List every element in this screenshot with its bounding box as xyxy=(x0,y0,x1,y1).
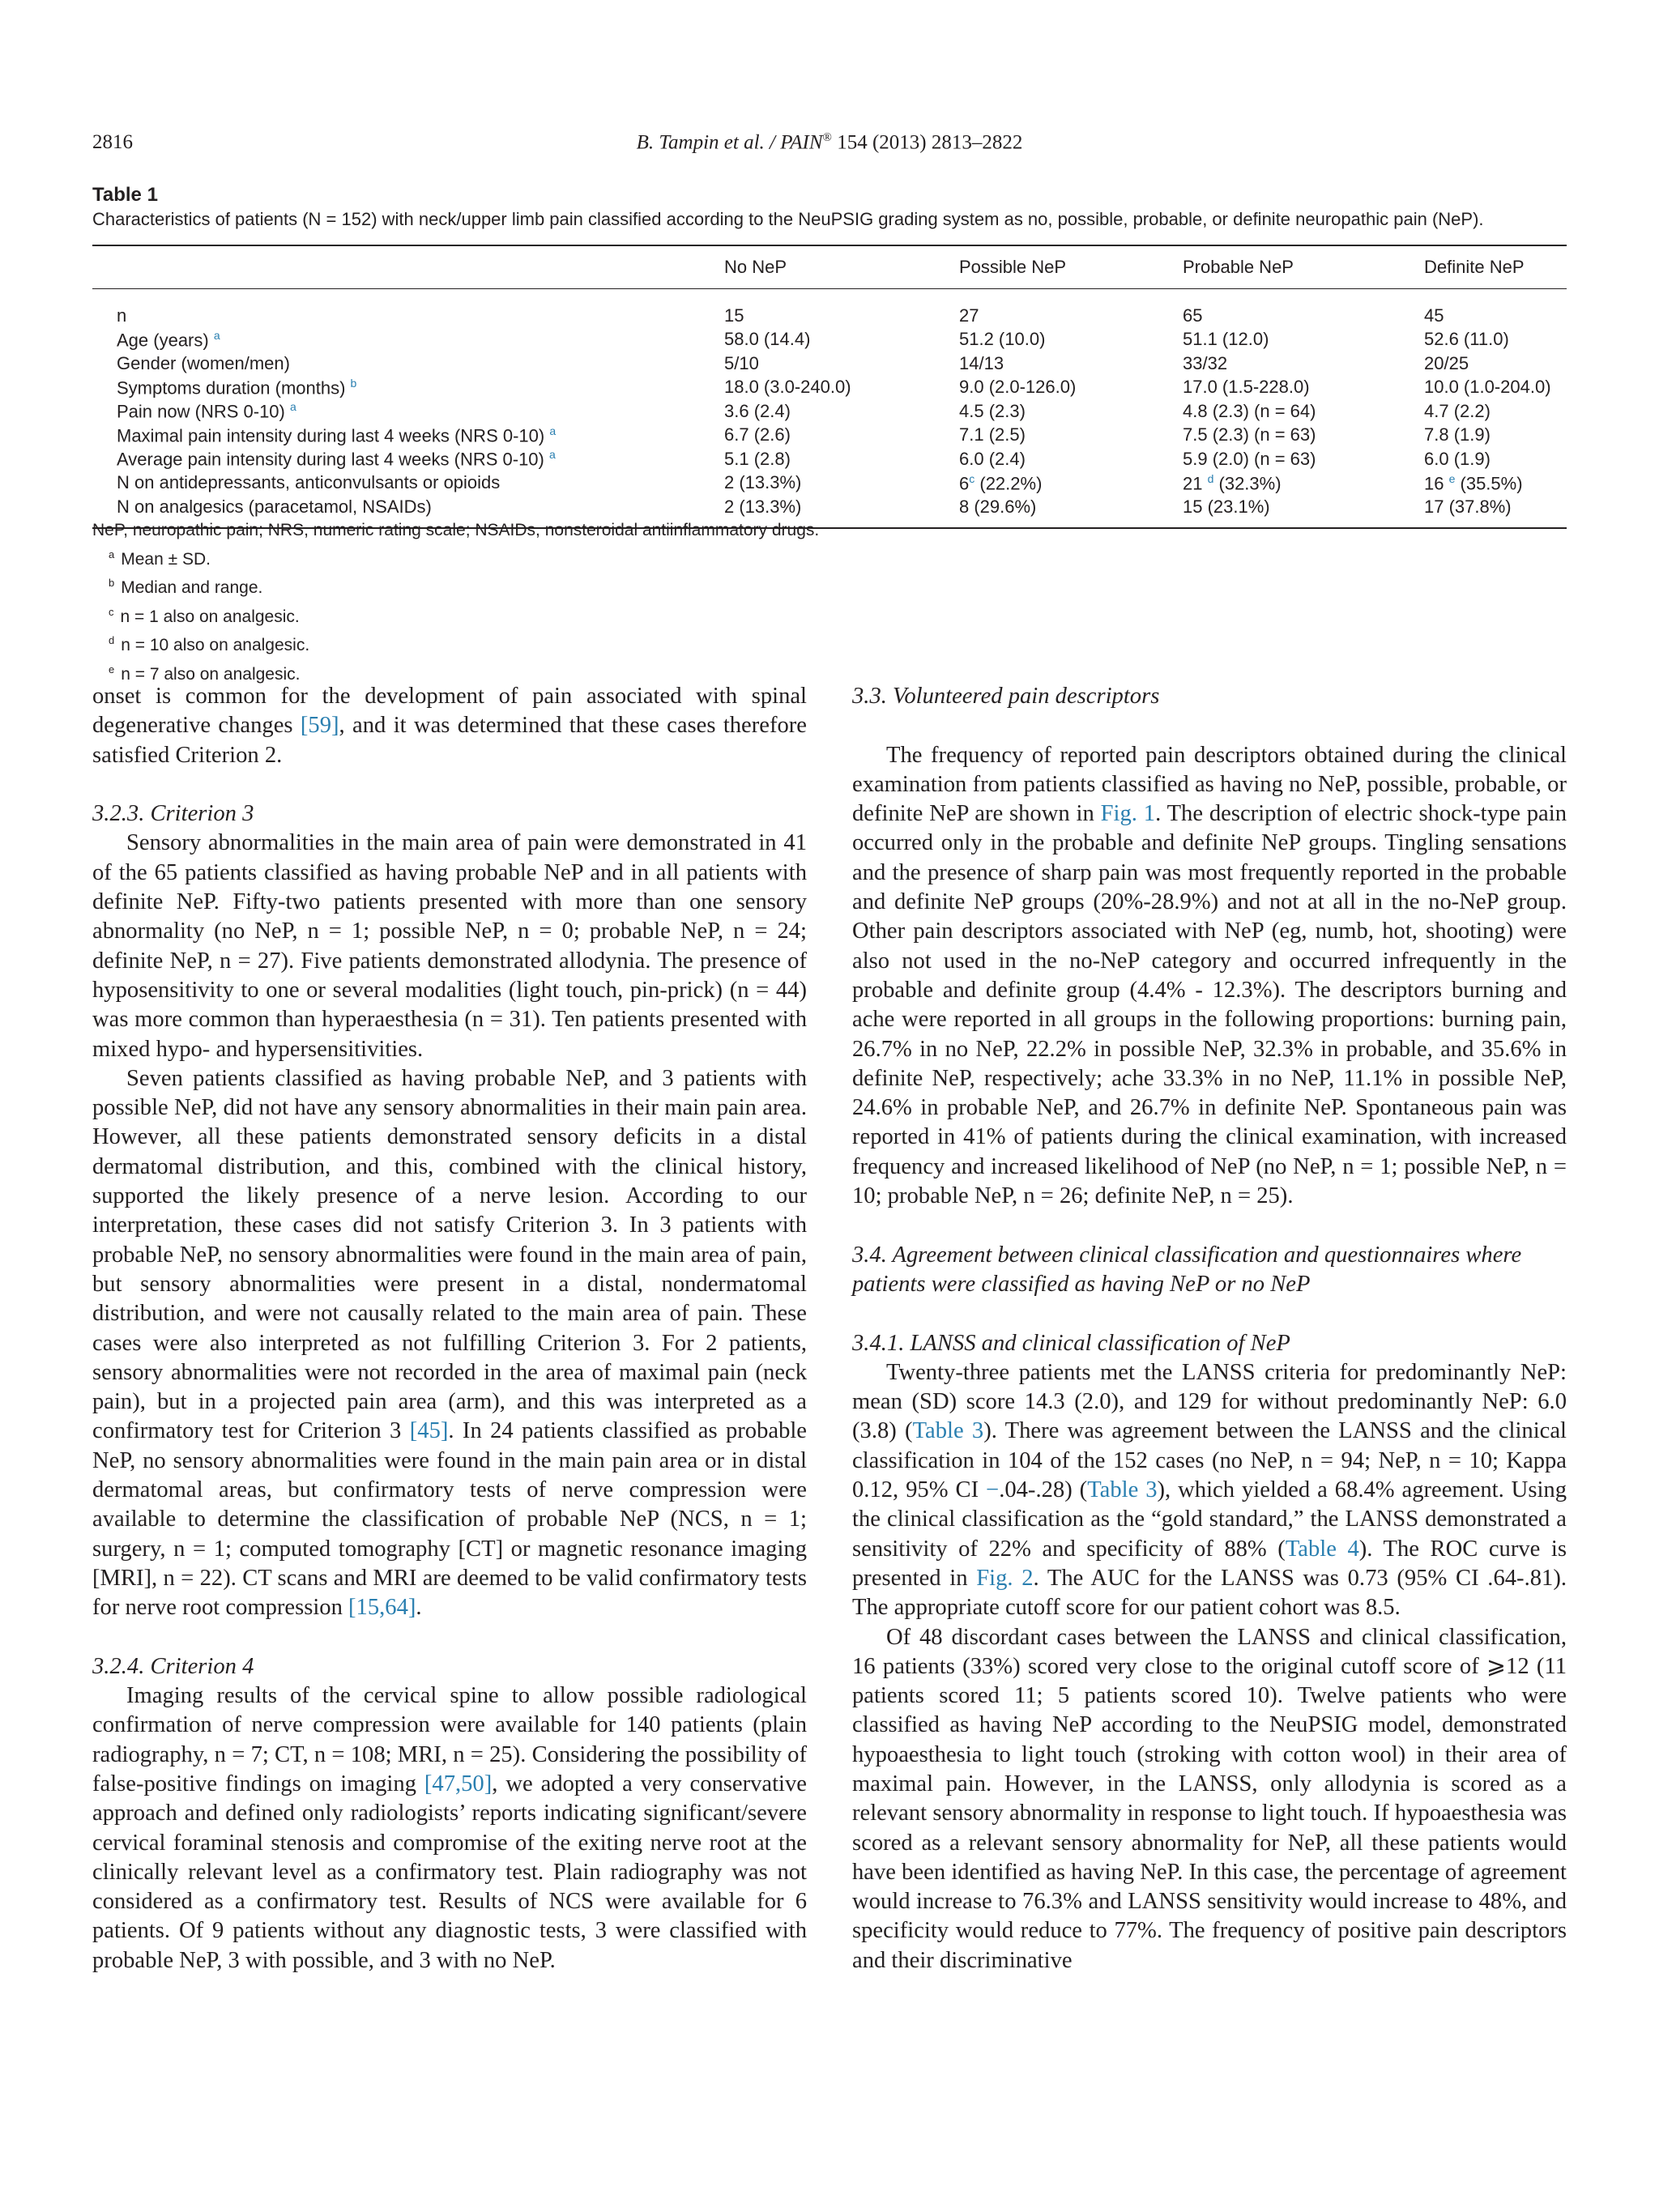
row-label: N on analgesics (paracetamol, NSAIDs) xyxy=(92,495,724,528)
footnote-marker[interactable]: d xyxy=(1207,471,1214,485)
footnote-marker[interactable]: a xyxy=(548,448,556,462)
citation-link[interactable]: [59] xyxy=(300,713,339,739)
page-number: 2816 xyxy=(92,131,133,153)
col-header: Probable NeP xyxy=(1183,245,1424,289)
table-cell: 5.9 (2.0) (n = 63) xyxy=(1183,448,1316,469)
table-cell: 2 (13.3%) xyxy=(724,495,959,528)
table-footnote: $^c$ n = 1 also on analgesic. xyxy=(109,605,300,626)
table-abbreviations: NeP, neuropathic pain; NRS, numeric rating scale; NSAIDs, nonsteroidal antiinflammatory drugs. xyxy=(92,521,820,539)
col-header: No NeP xyxy=(724,245,959,289)
table-row xyxy=(92,289,1567,328)
table-cell: 15 xyxy=(724,305,744,326)
section-heading-3-4-1: 3.4.1. LANSS and clinical classification of NeP xyxy=(852,1330,1290,1356)
table-cell: 10.0 (1.0-204.0) xyxy=(1424,377,1551,398)
table-caption: Characteristics of patients (N = 152) with neck/upper limb pain classified according to the NeuPSIG grading system as no, possible, probable, or definite neuropathic pain (NeP). xyxy=(92,209,1484,229)
section-heading-3-4: 3.4. Agreement between clinical classification and questionnaires where patients were classified as having NeP or no NeP xyxy=(852,1242,1522,1297)
table-cell: 4.7 (2.2) xyxy=(1424,400,1491,421)
table-cell: 8 (29.6%) xyxy=(959,495,1183,528)
row-label: N on antidepressants, anticonvulsants or opioids xyxy=(117,472,501,493)
table-cell: 4.5 (2.3) xyxy=(959,400,1026,421)
running-header xyxy=(92,131,1567,164)
row-label: Maximal pain intensity during last 4 weeks (NRS 0-10) $^a$ xyxy=(117,424,557,445)
table-cell: 6.0 (1.9) xyxy=(1424,448,1491,469)
table-footnote: $^a$ Mean ± SD. xyxy=(109,548,211,569)
running-head: B. Tampin et al. / PAIN® 154 (2013) 2813–2822 xyxy=(636,131,1023,154)
table-footnote: $^b$ Median and range. xyxy=(109,577,263,597)
table-cell: 51.1 (12.0) xyxy=(1183,329,1269,350)
col-header xyxy=(92,245,724,289)
table-cell: 4.8 (2.3) (n = 64) xyxy=(1183,400,1316,421)
table-cell: 5.1 (2.8) xyxy=(724,448,791,469)
paragraph: Seven patients classified as having probable NeP, and 3 patients with possible NeP, did not have any sensory abnormalities in their main pain area. However, all these patients demonstrated sensory deficits in a distal dermatomal distribution, and this, combined with the clinical history, supported the likely presence of a nerve lesion. According to our interpretation, these cases did not satisfy Criterion 3. In 3 patients with probable NeP, no sensory abnormalities were found in the main area of pain, but sensory abnormalities were present in a distal, nondermatomal distribution, and were not causally related to the main area of pain. These cases were also interpreted as not fulfilling Criterion 3. For 2 patients, sensory abnormalities were not recorded in the area of maximal pain (neck pain), but in a projected pain area (arm), and this was interpreted as a confirmatory test for Criterion 3 [45]. In 24 patients classified as probable NeP, no sensory abnormalities were found in the main pain area or in distal dermatomal areas, but confirmatory tests of nerve compression were available to determine the classification of probable NeP (NCS, n = 1; surgery, n = 1; computed tomography [CT] or magnetic resonance imaging [MRI], n = 22). CT scans and MRI are deemed to be valid confirmatory tests for nerve root compression [15,64]. xyxy=(92,1065,807,1621)
table-row xyxy=(92,447,1567,471)
section-heading-3-3: 3.3. Volunteered pain descriptors xyxy=(852,684,1160,709)
row-label: Average pain intensity during last 4 weeks (NRS 0-10) $^a$ xyxy=(117,448,556,470)
table-cell: 7.8 (1.9) xyxy=(1424,424,1491,445)
footnote-marker[interactable]: a xyxy=(213,328,220,342)
row-label: Pain now (NRS 0-10) $^a$ xyxy=(117,400,296,422)
col-header: Possible NeP xyxy=(959,245,1183,289)
minus-sign: − xyxy=(986,1477,1000,1503)
table-link[interactable]: Table 4 xyxy=(1285,1536,1359,1562)
citation-link[interactable]: [45] xyxy=(409,1418,449,1444)
paragraph: The frequency of reported pain descriptors obtained during the clinical examination from patients classified as having no NeP, possible, probable, or definite NeP are shown in Fig. 1. The description of electric shock-type pain occurred only in the probable and definite NeP groups. Tingling sensations and the presence of sharp pain was most frequently reported in the probable and definite NeP groups (20%-28.9%) and not at all in the no-NeP group. Other pain descriptors associated with NeP (eg, numb, hot, shooting) were also not used in the no-NeP category and occurred infrequently in the probable and definite group (4.4% - 12.3%). The descriptors burning and ache were reported in all groups in the following proportions: burning pain, 26.7% in no NeP, 22.2% in possible NeP, 32.3% in probable, and 35.6% in definite NeP, respectively; ache 33.3% in no NeP, 11.1% in possible NeP, 24.6% in probable NeP, and 26.7% in definite NeP. Spontaneous pain was reported in 41% of patients during the clinical examination, with increased frequency and increased likelihood of NeP (no NeP, n = 1; possible NeP, n = 10; probable NeP, n = 26; definite NeP, n = 25). xyxy=(852,742,1567,1209)
footnote-marker[interactable]: a xyxy=(289,400,296,414)
table-row xyxy=(92,399,1567,424)
table-cell: 6.0 (2.4) xyxy=(959,448,1026,469)
col-header: Definite NeP xyxy=(1424,245,1567,289)
figure-link[interactable]: Fig. 2 xyxy=(976,1565,1034,1591)
table-cell: 2 (13.3%) xyxy=(724,472,802,493)
table-cell: 15 (23.1%) xyxy=(1183,495,1424,528)
row-label: n xyxy=(117,305,127,326)
row-label: Symptoms duration (months) $^b$ xyxy=(117,376,357,398)
table-cell: 6$^c$ (22.2%) xyxy=(959,471,1043,493)
right-column xyxy=(852,682,1567,1975)
table-1 xyxy=(92,183,1567,517)
table-cell: 33/32 xyxy=(1183,352,1228,373)
table-footnote: $^e$ n = 7 also on analgesic. xyxy=(109,663,301,684)
table-row xyxy=(92,424,1567,448)
table-cell: 7.1 (2.5) xyxy=(959,424,1026,445)
table-link[interactable]: Table 3 xyxy=(912,1418,984,1444)
table-cell: 17 (37.8%) xyxy=(1424,495,1567,528)
table-notes xyxy=(92,518,819,686)
table-cell: 65 xyxy=(1183,305,1203,326)
table-cell: 16 $^e$ (35.5%) xyxy=(1424,471,1523,493)
citation-link[interactable]: [15,64] xyxy=(348,1595,416,1621)
table-row xyxy=(92,471,1567,496)
left-column xyxy=(92,682,807,1975)
table-cell: 52.6 (11.0) xyxy=(1424,329,1509,350)
table-cell: 51.2 (10.0) xyxy=(959,329,1046,350)
table-label: Table 1 xyxy=(92,184,158,206)
footnote-marker[interactable]: a xyxy=(549,424,557,437)
figure-link[interactable]: Fig. 1 xyxy=(1100,801,1156,827)
table-cell: 45 xyxy=(1424,305,1444,326)
table-cell: 58.0 (14.4) xyxy=(724,329,811,350)
row-label: Gender (women/men) xyxy=(117,352,290,373)
table-cell: 9.0 (2.0-126.0) xyxy=(959,377,1077,398)
paragraph: onset is common for the development of pain associated with spinal degenerative changes [59], and it was determined that these cases therefore satisfied Criterion 2. xyxy=(92,684,807,768)
section-heading-3-2-3: 3.2.3. Criterion 3 xyxy=(92,801,254,827)
table-row xyxy=(92,328,1567,352)
table-header-row xyxy=(92,245,1567,289)
paragraph: Of 48 discordant cases between the LANSS and clinical classification, 16 patients (33%) scored very close to the original cutoff score of ⩾12 (11 patients scored 11; 5 patients scored 10). Twelve patients who were classified as having NeP according to the NeuPSIG model, demonstrated hypoaesthesia to light touch (stroking with cotton wool) in their area of maximal pain. However, in the LANSS, only allodynia is scored as a relevant sensory abnormality in response to light touch. If hypoaesthesia was scored as a relevant sensory abnormality for NeP, all these patients would have been identified as having NeP. In this case, the percentage of agreement would increase to 76.3% and LANSS sensitivity would increase to 48%, and specificity would reduce to 77%. The frequency of positive pain descriptors and their discriminative xyxy=(852,1624,1567,1973)
section-heading-3-2-4: 3.2.4. Criterion 4 xyxy=(92,1653,254,1679)
table-cell: 17.0 (1.5-228.0) xyxy=(1183,377,1310,398)
table-cell: 20/25 xyxy=(1424,352,1469,373)
table-cell: 21 $^d$ (32.3%) xyxy=(1183,471,1282,493)
table-cell: 7.5 (2.3) (n = 63) xyxy=(1183,424,1316,445)
table-cell: 6.7 (2.6) xyxy=(724,424,791,445)
table-row xyxy=(92,376,1567,400)
row-label: Age (years) $^a$ xyxy=(117,328,220,350)
table-cell: 18.0 (3.0-240.0) xyxy=(724,377,851,398)
citation-link[interactable]: [47,50] xyxy=(424,1771,493,1796)
footnote-marker[interactable]: b xyxy=(350,376,357,390)
table-cell: 14/13 xyxy=(959,352,1004,373)
paragraph: Imaging results of the cervical spine to allow possible radiological confirmation of nerve compression were available for 140 patients (plain radiography, n = 7; CT, n = 108; MRI, n = 25). Considering the possibility of false-positive findings on imaging [47,50], we adopted a very conservative approach and defined only radiologists’ reports indicating significant/severe cervical foraminal stenosis and compromise of the exiting nerve root at the clinically relevant level as a confirmatory test. Plain radiography was not considered as a confirmatory test. Results of NCS were available for 6 patients. Of 9 patients without any diagnostic tests, 3 were classified with probable NeP, 3 with possible, and 3 with no NeP. xyxy=(92,1683,807,1973)
footnote-marker[interactable]: e xyxy=(1448,471,1456,485)
paragraph: Sensory abnormalities in the main area of pain were demonstrated in 41 of the 65 patients classified as having probable NeP and in all patients with definite NeP. Fifty-two patients presented with more than one sensory abnormality (no NeP, n = 1; possible NeP, n = 0; probable NeP, n = 24; definite NeP, n = 27). Five patients demonstrated allodynia. The presence of hyposensitivity to one or several modalities (light touch, pin-prick) (n = 44) was more common than hyperaesthesia (n = 31). Ten patients presented with mixed hypo- and hypersensitivities. xyxy=(92,830,807,1062)
paragraph: Twenty-three patients met the LANSS criteria for predominantly NeP: mean (SD) score 14.3 (2.0), and 129 for without predominantly NeP: 6.0 (3.8) (Table 3). There was agreement between the LANSS and the clinical classification in 104 of the 152 cases (no NeP, n = 94; NeP, n = 10; Kappa 0.12, 95% CI −.04-.28) (Table 3), which yielded a 68.4% agreement. Using the clinical classification as the “gold standard,” the LANSS demonstrated a sensitivity of 22% and specificity of 88% (Table 4). The ROC curve is presented in Fig. 2. The AUC for the LANSS was 0.73 (95% CI .64-.81). The appropriate cutoff score for our patient cohort was 8.5. xyxy=(852,1359,1567,1621)
table-cell: 27 xyxy=(959,305,979,326)
footnote-marker[interactable]: c xyxy=(969,471,975,485)
table-link[interactable]: Table 3 xyxy=(1087,1477,1158,1503)
table-cell: 5/10 xyxy=(724,352,759,373)
table-cell: 3.6 (2.4) xyxy=(724,400,791,421)
table-footnote: $^d$ n = 10 also on analgesic. xyxy=(109,634,310,654)
characteristics-table xyxy=(92,245,1567,529)
table-row xyxy=(92,352,1567,376)
